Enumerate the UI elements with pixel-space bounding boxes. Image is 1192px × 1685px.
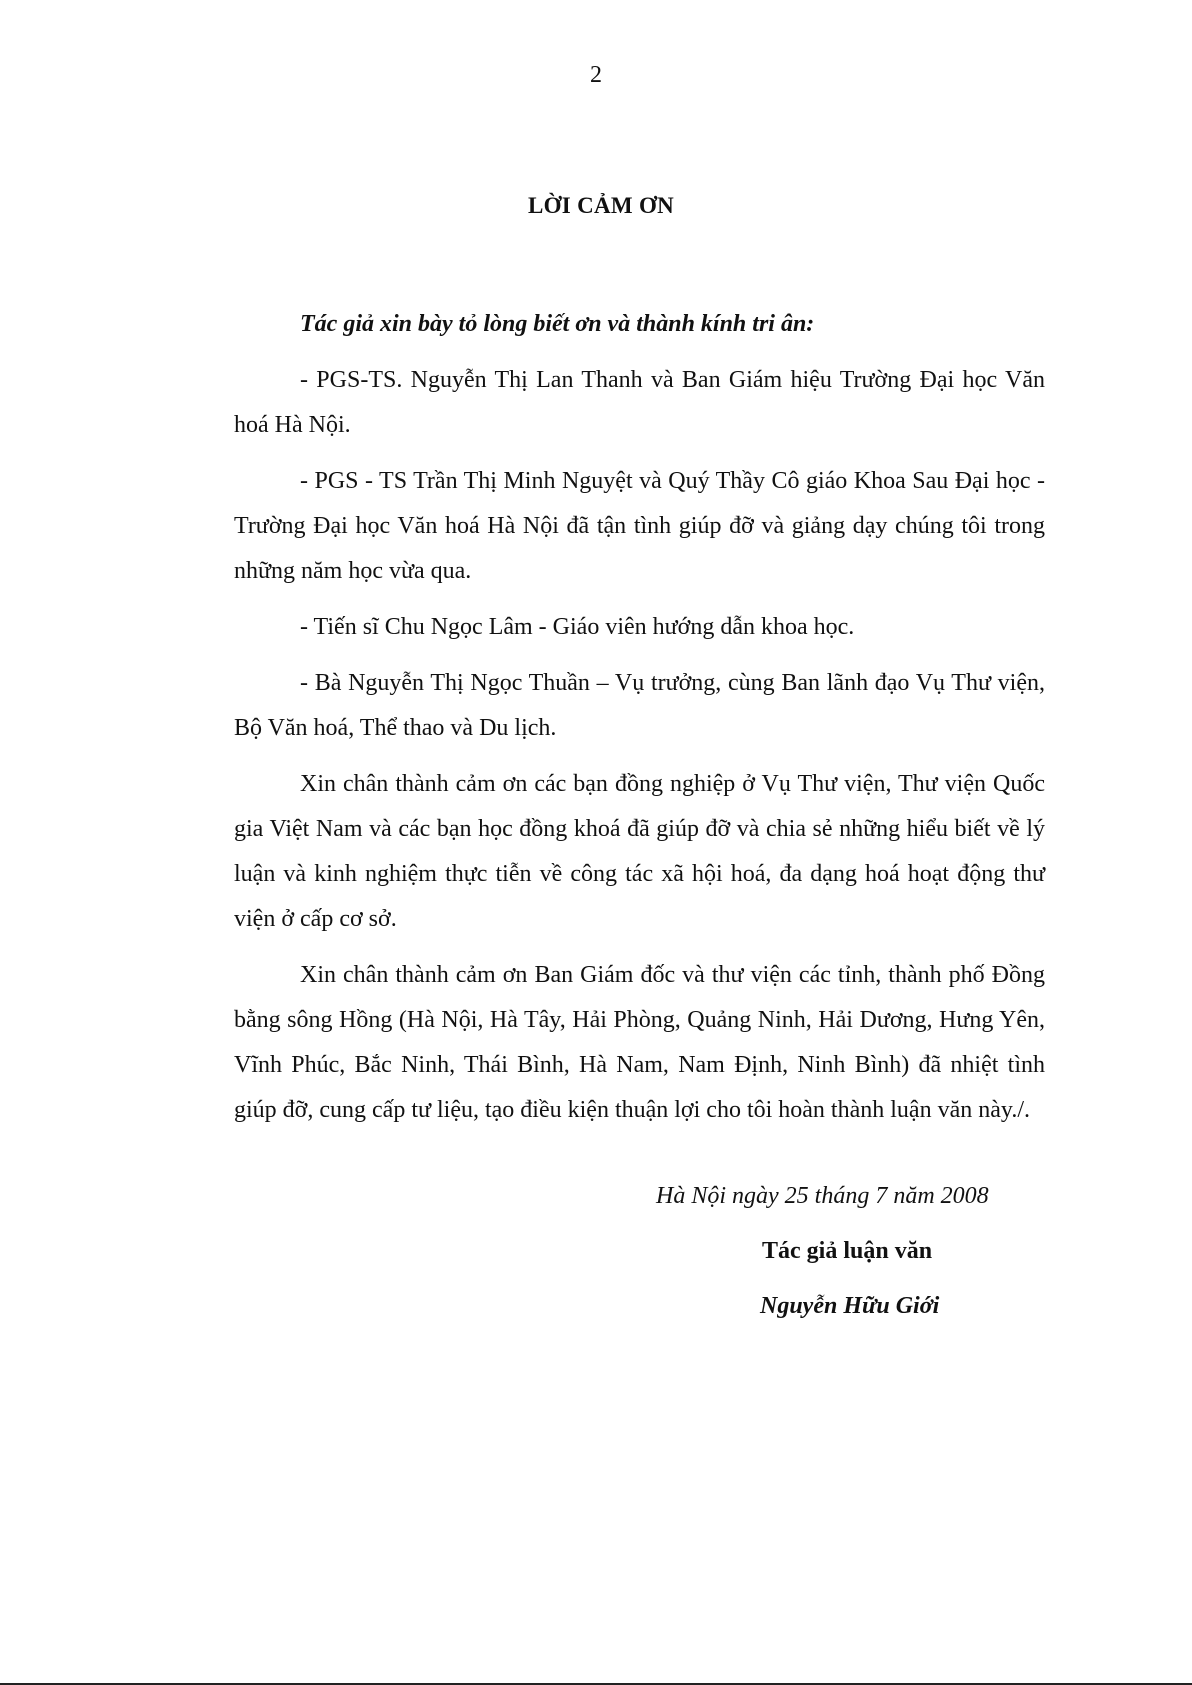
paragraph-6: Xin chân thành cảm ơn Ban Giám đốc và thư viện các tỉnh, thành phố Đồng bằng sông Hồng (Hà Nội, Hà Tây, Hải Phòng, Quảng Ninh, Hải Dương, Hưng Yên, Vĩnh Phúc, Bắc Ninh, Thái Bình, Hà Nam, Nam Định, Ninh Bình) đã nhiệt tình giúp đỡ, cung cấp tư liệu, tạo điều kiện thuận lợi cho tôi hoàn thành luận văn này./. bbox=[234, 962, 1045, 1123]
author-label: Tác giả luận văn bbox=[762, 1238, 933, 1264]
page-number: 2 bbox=[590, 62, 602, 88]
paragraph-5: Xin chân thành cảm ơn các bạn đồng nghiệp ở Vụ Thư viện, Thư viện Quốc gia Việt Nam và các bạn học đồng khoá đã giúp đỡ và chia sẻ những hiểu biết về lý luận và kinh nghiệm thực tiễn về công tác xã hội hoá, đa dạng hoá hoạt động thư viện ở cấp cơ sở. bbox=[234, 771, 1045, 932]
paragraph-1: - PGS-TS. Nguyễn Thị Lan Thanh và Ban Giám hiệu Trường Đại học Văn hoá Hà Nội. bbox=[234, 367, 1045, 438]
paragraph-3: - Tiến sĩ Chu Ngọc Lâm - Giáo viên hướng dẫn khoa học. bbox=[300, 614, 855, 640]
paragraph-4: - Bà Nguyễn Thị Ngọc Thuần – Vụ trưởng, cùng Ban lãnh đạo Vụ Thư viện, Bộ Văn hoá, Thể thao và Du lịch. bbox=[234, 670, 1045, 741]
acknowledgement-body bbox=[234, 302, 1045, 1144]
page-title: LỜI CẢM ƠN bbox=[527, 193, 675, 218]
intro-line: Tác giả xin bày tỏ lòng biết ơn và thành kính tri ân: bbox=[300, 311, 815, 337]
author-name: Nguyễn Hữu Giới bbox=[760, 1293, 940, 1319]
paragraph-2: - PGS - TS Trần Thị Minh Nguyệt và Quý Thầy Cô giáo Khoa Sau Đại học - Trường Đại học Văn hoá Hà Nội đã tận tình giúp đỡ và giảng dạy chúng tôi trong những năm học vừa qua. bbox=[234, 468, 1045, 584]
signature-date: Hà Nội ngày 25 tháng 7 năm 2008 bbox=[656, 1183, 989, 1209]
